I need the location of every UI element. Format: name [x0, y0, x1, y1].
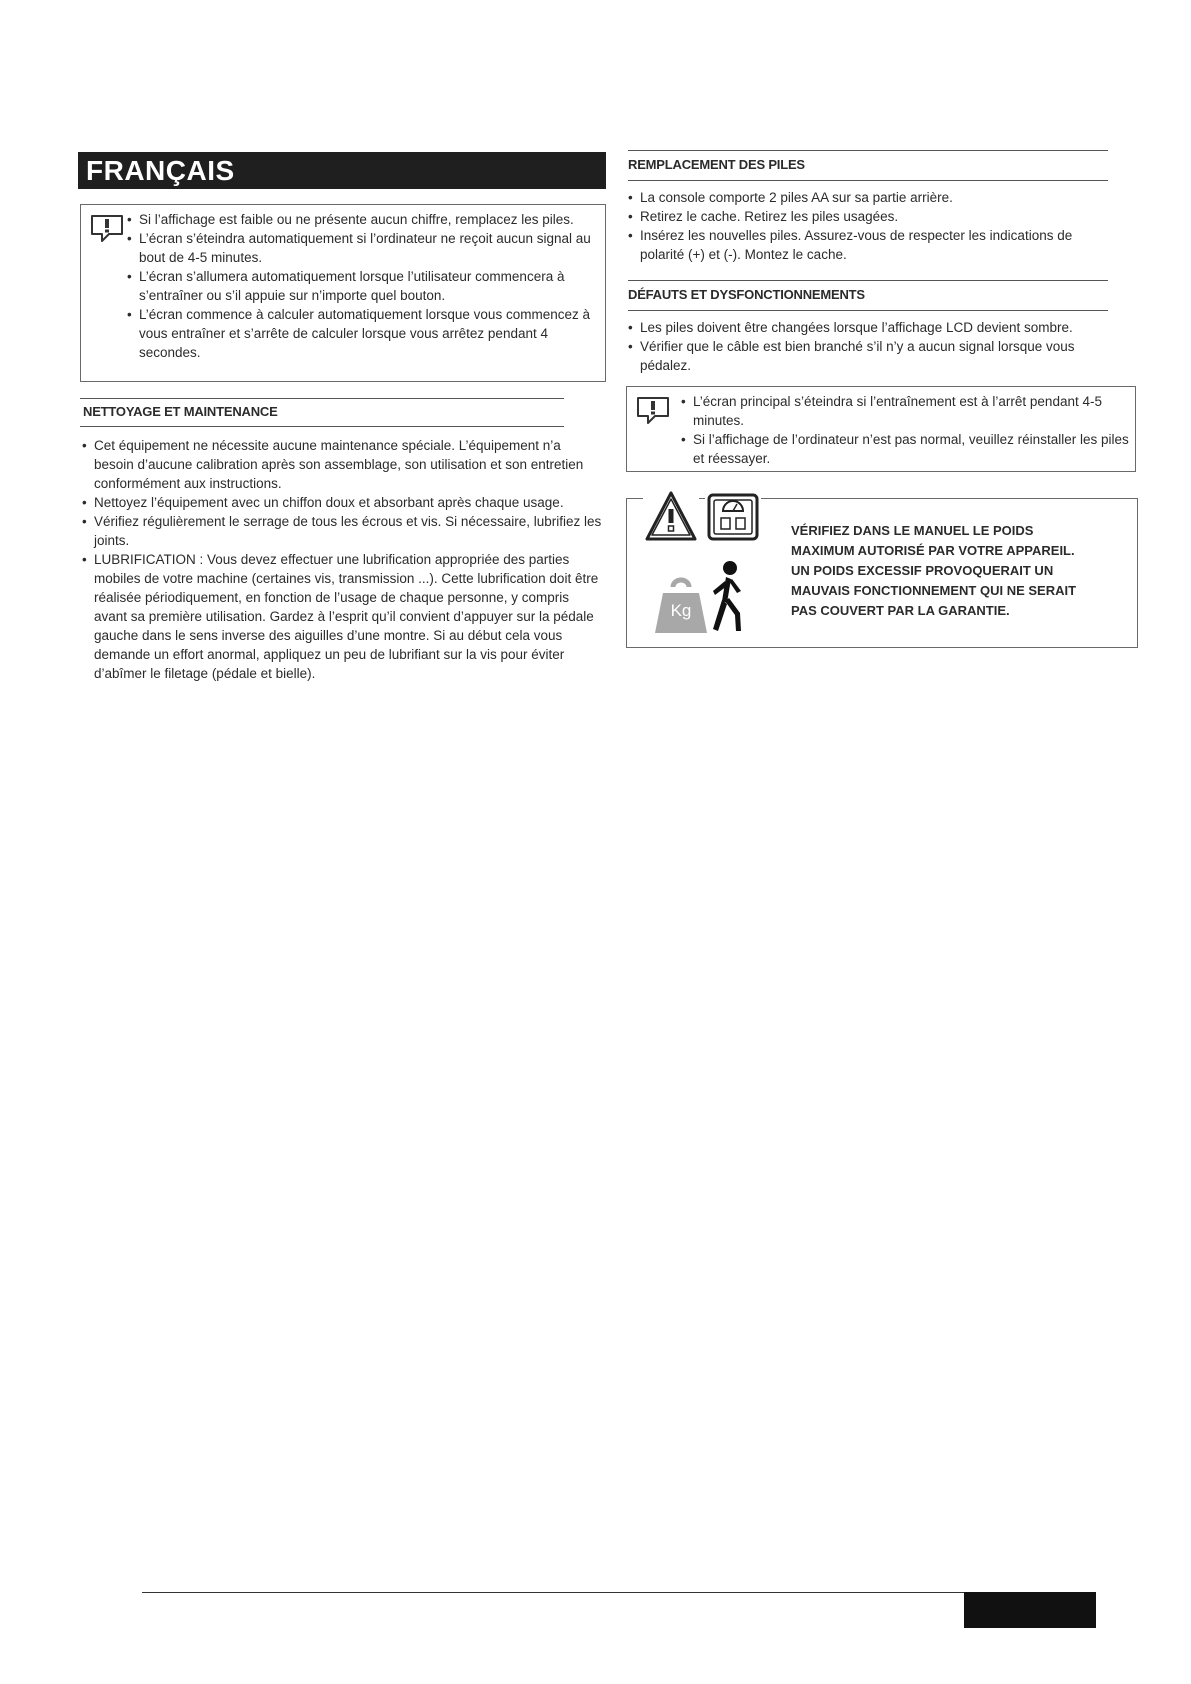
list-item: • Si l’affichage de l’ordinateur n’est pas normal, veuillez réinstaller les piles et réessayer.	[681, 430, 1131, 468]
kg-weight-icon	[653, 577, 709, 635]
list-item: • Insérez les nouvelles piles. Assurez-vous de respecter les indications de polarité (+) et (-). Montez le cache.	[628, 226, 1118, 264]
batteries-list	[628, 188, 1118, 264]
weight-warning-line: PAS COUVERT PAR LA GARANTIE.	[791, 603, 1010, 618]
walking-person-icon	[703, 559, 747, 633]
cleaning-top-rule	[80, 398, 564, 399]
cleaning-bottom-rule	[80, 426, 564, 427]
display-note-list	[127, 210, 597, 362]
display-note-box	[80, 204, 606, 382]
weight-warning-text	[791, 521, 1131, 621]
weight-warning-line: VÉRIFIEZ DANS LE MANUEL LE POIDS	[791, 523, 1034, 538]
footer-rule	[142, 1592, 964, 1593]
warning-note-icon	[635, 395, 671, 425]
page-number-block	[964, 1592, 1096, 1628]
list-item: • La console comporte 2 piles AA sur sa partie arrière.	[628, 188, 1118, 207]
kg-label: Kg	[670, 601, 692, 620]
list-item: • Vérifiez régulièrement le serrage de tous les écrous et vis. Si nécessaire, lubrifiez les joints.	[82, 512, 604, 550]
list-item: • L’écran s’allumera automatiquement lorsque l’utilisateur commencera à s’entraîner ou s’il appuie sur n’importe quel bouton.	[127, 267, 597, 305]
faults-top-rule	[628, 280, 1108, 281]
batteries-bottom-rule	[628, 180, 1108, 181]
faults-bottom-rule	[628, 310, 1108, 311]
batteries-top-rule	[628, 150, 1108, 151]
list-item: • Cet équipement ne nécessite aucune maintenance spéciale. L’équipement n’a besoin d’aucune calibration après son assemblage, son utilisation et son entretien conformément aux instructions.	[82, 436, 604, 493]
list-item: • Retirez le cache. Retirez les piles usagées.	[628, 207, 1118, 226]
weight-warning-line: MAXIMUM AUTORISÉ PAR VOTRE APPAREIL.	[791, 543, 1075, 558]
weight-warning-line: UN POIDS EXCESSIF PROVOQUERAIT UN	[791, 563, 1054, 578]
faults-note-list	[681, 392, 1131, 468]
cleaning-list	[82, 436, 604, 683]
scale-icon	[705, 489, 761, 545]
batteries-title: REMPLACEMENT DES PILES	[628, 157, 805, 172]
list-item: • Nettoyez l’équipement avec un chiffon doux et absorbant après chaque usage.	[82, 493, 604, 512]
faults-list	[628, 318, 1118, 375]
weight-warning-line: MAUVAIS FONCTIONNEMENT QUI NE SERAIT	[791, 583, 1077, 598]
list-item: • Les piles doivent être changées lorsque l’affichage LCD devient sombre.	[628, 318, 1118, 337]
list-item: • L’écran commence à calculer automatiquement lorsque vous commencez à vous entraîner et s’arrête de calculer lorsque vous arrêtez pendant 4 secondes.	[127, 305, 597, 362]
list-item: • L’écran s’éteindra automatiquement si l’ordinateur ne reçoit aucun signal au bout de 4-5 minutes.	[127, 229, 597, 267]
faults-note-box	[626, 386, 1136, 472]
warning-note-icon	[89, 213, 125, 243]
list-item: • L’écran principal s’éteindra si l’entraînement est à l’arrêt pendant 4-5 minutes.	[681, 392, 1131, 430]
language-header: FRANÇAIS	[78, 152, 606, 189]
faults-title: DÉFAUTS ET DYSFONCTIONNEMENTS	[628, 287, 865, 302]
list-item: • Si l’affichage est faible ou ne présente aucun chiffre, remplacez les piles.	[127, 210, 597, 229]
warning-triangle-icon	[643, 487, 699, 547]
cleaning-title: NETTOYAGE ET MAINTENANCE	[83, 404, 278, 419]
list-item: • Vérifier que le câble est bien branché s’il n’y a aucun signal lorsque vous pédalez.	[628, 337, 1118, 375]
list-item: • LUBRIFICATION : Vous devez effectuer une lubrification appropriée des parties mobiles de votre machine (certaines vis, transmission ...). Cette lubrification doit être réalisée périodiquement, en fonction de l’usage de chaque personne, y compris avant sa première utilisation. Gardez à l’esprit qu’il convient d’appuyer sur la pédale gauche dans le sens inverse des aiguilles d’une montre. Si au début cela vous demande un effort anormal, appliquez un peu de lubrifiant sur la vis pour éviter d’abîmer le filetage (pédale et bielle).	[82, 550, 604, 683]
weight-warning-box	[626, 498, 1138, 648]
